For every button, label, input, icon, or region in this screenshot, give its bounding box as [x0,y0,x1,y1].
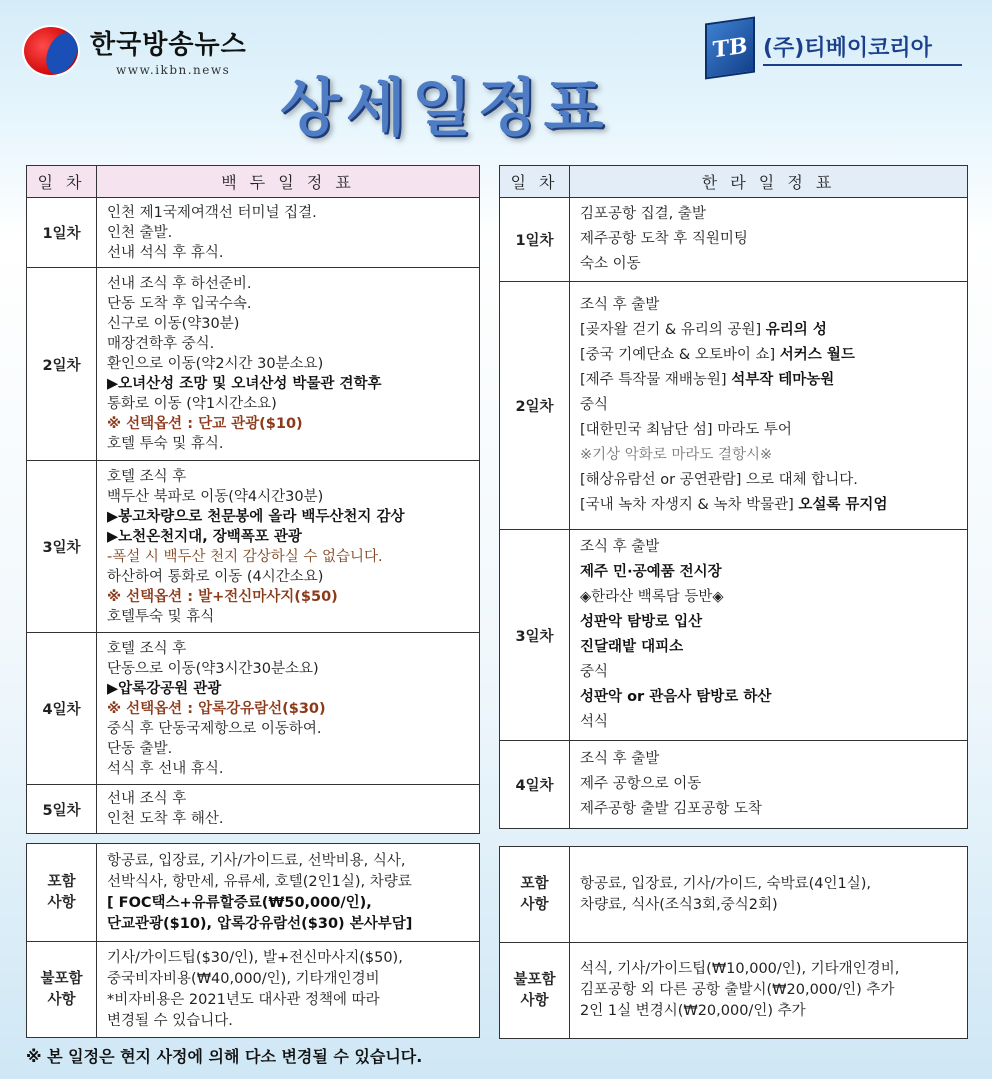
schedule-line: 단교관광($10), 압록강유람선($30) 본사부담] [107,915,413,932]
schedule-line: 통화로 이동 (약1시간소요) [107,396,277,412]
day-row [500,198,968,282]
day-row [27,198,480,268]
schedule-line: ※ 선택옵션 : 압록강유람선($30) [107,700,326,717]
line-highlight: 석부작 테마농원 [731,372,835,388]
line-prefix: [곶자왈 걷기 & 유리의 공원] [580,322,766,338]
day-label: 2일차 [27,268,97,461]
schedule-line: 환인으로 이동(약2시간 30분소요) [107,356,324,372]
schedule-line: 단동 출발. [107,740,173,757]
line-prefix: [제주 특작물 재배농원] [580,372,732,388]
tb-cube-icon: TB [705,16,755,79]
included-row [500,847,968,943]
excluded-row [27,942,480,1038]
broadcast-logo-icon [22,25,80,77]
brand-logo-right[interactable] [705,20,962,76]
included-label: 포함 사항 [27,844,97,942]
schedule-line: 석식 [580,714,609,730]
schedule-line: 백두산 북파로 이동(약4시간30분) [107,488,324,505]
schedule-line [580,493,957,518]
schedule-line [580,368,957,393]
col-day-header: 일 차 [27,166,97,198]
halla-schedule-table [499,165,968,829]
schedule-line: 호텔 조식 후 [107,640,187,657]
brand-left-name: 한국방송뉴스 [90,30,247,60]
day-label: 4일차 [500,741,570,829]
schedule-line: 중식 [580,664,609,680]
table-header-row [500,166,968,198]
day-itinerary [97,461,480,633]
schedule-line: 인천 제1국제여객선 터미널 집결. [107,204,317,221]
schedule-line: 석식 후 선내 휴식. [107,760,224,777]
header [0,0,992,160]
schedule-line [580,343,957,368]
excluded-label: 불포함 사항 [500,943,570,1039]
schedule-line: 변경될 수 있습니다. [107,1012,233,1029]
schedule-line: 제주 공항으로 이동 [580,776,702,792]
included-content [97,844,480,942]
schedule-line: ▶봉고차량으로 천문봉에 올라 백두산천지 감상 [107,508,405,525]
schedule-line [580,318,957,343]
schedule-line: 조식 후 출발 [580,751,660,767]
day-label: 2일차 [500,282,570,530]
included-row [27,844,480,942]
schedule-line: 선내 조식 후 하선준비. [107,276,252,292]
schedule-line: 중식 후 단동국제항으로 이동하여. [107,720,322,737]
schedule-line: 하산하여 통화로 이동 (4시간소요) [107,568,324,585]
day-row [27,461,480,633]
day-row [27,785,480,834]
day-itinerary [97,633,480,785]
page-title: 상세일정표 [280,71,610,144]
line-highlight: 유리의 성 [765,322,827,338]
included-label: 포함 사항 [500,847,570,943]
schedule-line: 중식 [580,397,609,413]
baekdu-schedule-table [26,165,480,834]
schedule-line: -폭설 시 백두산 천지 감상하실 수 없습니다. [107,548,383,565]
schedule-line: 항공료, 입장료, 기사/가이드, 숙박료(4인1실), [580,875,872,892]
line-highlight: 오설록 뮤지엄 [798,497,888,513]
schedule-line: 선내 조식 후 [107,791,187,807]
col-title-header: 백 두 일 정 표 [97,166,480,198]
schedule-line: ▶노천온천지대, 장백폭포 관광 [107,528,302,545]
schedule-line: 인천 출발. [107,224,173,241]
day-label: 3일차 [27,461,97,633]
schedule-line: ※ 선택옵션 : 발+전신마사지($50) [107,588,338,605]
table-header-row [27,166,480,198]
excluded-row [500,943,968,1039]
schedule-line: 김포공항 외 다른 공항 출발시(₩20,000/인) 추가 [580,982,895,998]
schedule-line: 선박식사, 항만세, 유류세, 호텔(2인1실), 차량료 [107,873,412,890]
schedule-line: 기사/가이드팁($30/인), 발+전신마사지($50), [107,949,403,966]
day-row [500,282,968,530]
schedule-line: 숙소 이동 [580,256,641,272]
day-label: 1일차 [500,198,570,282]
schedule-line: 호텔 투숙 및 휴식. [107,436,224,452]
day-itinerary [97,268,480,461]
schedule-line: ▶오녀산성 조망 및 오녀산성 박물관 견학후 [107,376,382,392]
day-label: 5일차 [27,785,97,834]
day-itinerary [570,282,968,530]
included-content [570,847,968,943]
footnote: ※ 본 일정은 현지 사정에 의해 다소 변경될 수 있습니다. [26,1047,423,1066]
schedule-line: [대한민국 최남단 섬] 마라도 투어 [580,422,792,438]
schedule-line: 성판악 탐방로 입산 [580,614,703,630]
schedule-line: 항공료, 입장료, 기사/가이드료, 선박비용, 식사, [107,852,406,869]
day-row [27,268,480,461]
schedule-line: 중국비자비용(₩40,000/인), 기타개인경비 [107,970,380,987]
day-itinerary [570,741,968,829]
day-label: 3일차 [500,530,570,741]
col-title-header: 한 라 일 정 표 [570,166,968,198]
excluded-content [570,943,968,1039]
day-itinerary [97,785,480,834]
schedule-line: 제주공항 도착 후 직원미팅 [580,231,748,247]
schedule-line: 차량료, 식사(조식3회,중식2회) [580,896,778,913]
day-label: 4일차 [27,633,97,785]
schedule-line: ※기상 악화로 마라도 결항시※ [580,447,773,463]
schedule-line: 제주 민·공예품 전시장 [580,564,722,580]
schedule-line: ▶압록강공원 관광 [107,680,222,697]
schedule-line: [ FOC택스+유류할증료(₩50,000/인), [107,894,372,911]
day-itinerary [570,198,968,282]
day-itinerary [97,198,480,268]
schedule-line: 조식 후 출발 [580,539,660,555]
schedule-line: ※ 선택옵션 : 단교 관광($10) [107,416,303,432]
schedule-line: 진달래밭 대피소 [580,639,684,655]
line-highlight: 서커스 월드 [779,347,855,363]
line-prefix: [국내 녹차 자생지 & 녹차 박물관] [580,497,799,513]
excluded-label: 불포함 사항 [27,942,97,1038]
schedule-line: 단동 도착 후 입국수속. [107,296,252,312]
schedule-line: 선내 석식 후 휴식. [107,244,224,261]
col-day-header: 일 차 [500,166,570,198]
brand-logo-left[interactable] [22,24,247,77]
schedule-line: 단동으로 이동(약3시간30분소요) [107,660,319,677]
schedule-line: 호텔투숙 및 휴식 [107,608,215,625]
day-row [500,530,968,741]
day-row [27,633,480,785]
schedule-line: 신구로 이동(약30분) [107,316,240,332]
halla-inclusion-table [499,846,968,1039]
schedule-line: 2인 1실 변경시(₩20,000/인) 추가 [580,1003,806,1019]
line-prefix: [중국 기예단쇼 & 오토바이 쇼] [580,347,780,363]
day-label: 1일차 [27,198,97,268]
schedule-line: 매장견학후 중식. [107,336,215,352]
day-row [500,741,968,829]
brand-left-url: www.ikbn.news [116,63,231,77]
baekdu-inclusion-table [26,843,480,1038]
brand-left-text [90,24,247,77]
schedule-line: 호텔 조식 후 [107,468,187,485]
schedule-line: 인천 도착 후 해산. [107,811,224,827]
schedule-line: 조식 후 출발 [580,297,660,313]
day-itinerary [570,530,968,741]
schedule-line: 석식, 기사/가이드팁(₩10,000/인), 기타개인경비, [580,961,900,977]
brand-right-name: (주)티베이코리아 [763,31,962,66]
schedule-line: *비자비용은 2021년도 대사관 정책에 따라 [107,991,380,1008]
schedule-line: 제주공항 출발 김포공항 도착 [580,801,762,817]
schedule-line: ◈한라산 백록담 등반◈ [580,589,724,605]
schedule-line: 김포공항 집결, 출발 [580,206,706,222]
schedule-line: 성판악 or 관음사 탐방로 하산 [580,689,772,705]
excluded-content [97,942,480,1038]
schedule-line: [해상유람선 or 공연관람] 으로 대체 합니다. [580,472,858,488]
